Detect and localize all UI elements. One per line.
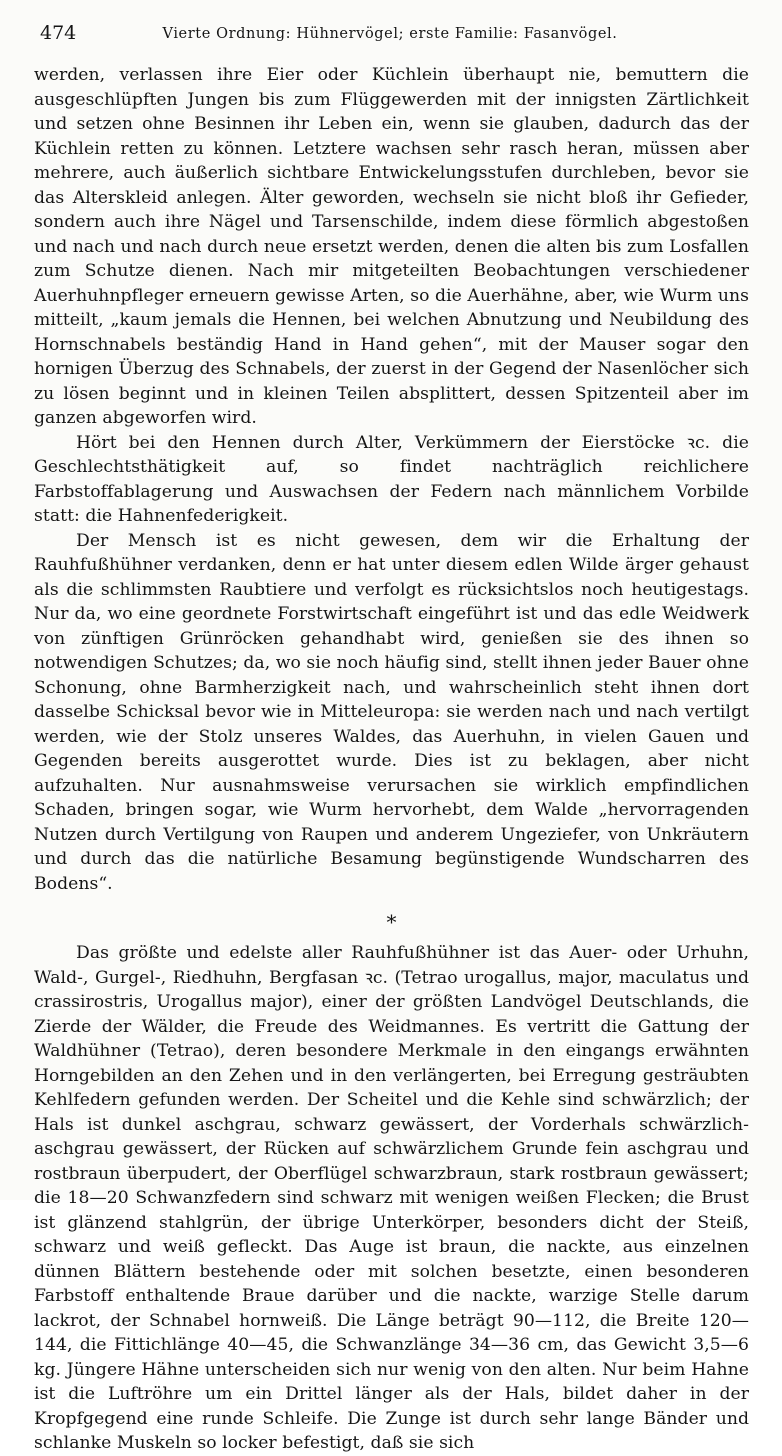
section-divider: * (386, 910, 397, 934)
body-paragraph: Der Mensch ist es nicht gewesen, dem wir die Erhaltung der Rauhfußhühner verdanken, denn er hat unter diesem edlen Wilde ärger gehaust als die schlimmsten Raubtiere und verfolgt es rücksichtslos noch heutigestags. Nur da, wo eine geordnete Forstwirtschaft eingeführt ist und das edle Weidwerk von zünftigen Grünröcken gehandhabt wird, genießen sie des ihnen so notwendigen Schutzes; da, wo sie noch häufig sind, stellt ihnen jeder Bauer ohne Schonung, ohne Barmherzigkeit nach, und wahrscheinlich steht ihnen dort dasselbe Schicksal bevor wie in Mitteleuropa: sie werden nach und nach vertilgt werden, wie der Stolz unseres Waldes, das Auerhuhn, in vielen Gauen und Gegenden bereits ausgerottet wurde. Dies ist zu beklagen, aber nicht aufzuhalten. Nur ausnahmsweise verursachen sie wirklich empfindlichen Schaden, bringen sogar, wie Wurm hervorhebt, dem Walde „hervorragenden Nutzen durch Vertilgung von Raupen und anderem Ungeziefer, von Unkräutern und durch das die natürliche Besamung begünstigende Wundscharren des Bodens“. (34, 530, 749, 894)
body-paragraph: Hört bei den Hennen durch Alter, Verkümmern der Eierstöcke ꝛc. die Geschlechtsthätigkeit auf, so findet nachträglich reichlichere Farbstoffablagerung und Auswachsen der Federn nach männlichem Vorbilde statt: die Hahnenfederigkeit. (34, 432, 749, 526)
page-body (34, 63, 749, 1456)
running-title: Vierte Ordnung: Hühnervögel; erste Familie: Fasanvögel. (162, 26, 618, 42)
page-number: 474 (40, 22, 77, 44)
running-header (40, 22, 740, 48)
section-paragraph: Das größte und edelste aller Rauhfußhühner ist das Auer- oder Urhuhn, Wald-, Gurgel-, Riedhuhn, Bergfasan ꝛc. (Tetrao urogallus, major, maculatus und crassirostris, Urogallus major), einer der größten Landvögel Deutschlands, die Zierde der Wälder, die Freude des Weidmannes. Es vertritt die Gattung der Waldhühner (Tetrao), deren besondere Merkmale in den eingangs erwähnten Horngebilden an den Zehen und in den verlängerten, bei Erregung gesträubten Kehlfedern gefunden werden. Der Scheitel und die Kehle sind schwärzlich; der Hals ist dunkel aschgrau, schwarz gewässert, der Vorderhals schwärzlich-aschgrau gewässert, der Rücken auf schwärzlichem Grunde fein aschgrau und rostbraun überpudert, der Oberflügel schwarzbraun, stark rostbraun gewässert; die 18—20 Schwanzfedern sind schwarz mit wenigen weißen Flecken; die Brust ist glänzend stahlgrün, der übrige Unterkörper, besonders dicht der Steiß, schwarz und weiß gefleckt. Das Auge ist braun, die nackte, aus einzelnen dünnen Blättern bestehende oder mit solchen besetzte, einen besonderen Farbstoff enthaltende Braue darüber und die nackte, warzige Stelle darum lackrot, der Schnabel hornweiß. Die Länge beträgt 90—112, die Breite 120—144, die Fittichlänge 40—45, die Schwanzlänge 34—36 cm, das Gewicht 3,5—6 kg. Jüngere Hähne unterscheiden sich nur wenig von den alten. Nur beim Hahne ist die Luftröhre um ein Drittel länger als der Hals, bildet daher in der Kropfgegend eine runde Schleife. Die Zunge ist durch sehr lange Bänder und schlanke Muskeln so locker befestigt, daß sie sich (34, 943, 749, 1453)
body-paragraph: werden, verlassen ihre Eier oder Küchlein überhaupt nie, bemuttern die ausgeschlüpften Jungen bis zum Flüggewerden mit der innigsten Zärtlichkeit und setzen ohne Besinnen ihr Leben ein, wenn sie glauben, dadurch das der Küchlein retten zu können. Letztere wachsen sehr rasch heran, müssen aber mehrere, auch äußerlich sichtbare Entwickelungsstufen durchleben, bevor sie das Alterskleid anlegen. Älter geworden, wechseln sie nicht bloß ihr Gefieder, sondern auch ihre Nägel und Tarsenschilde, indem diese förmlich abgestoßen und nach und nach durch neue ersetzt werden, denen die alten bis zum Losfallen zum Schutze dienen. Nach mir mitgeteilten Beobachtungen verschiedener Auerhuhnpfleger erneuern gewisse Arten, so die Auerhähne, aber, wie Wurm uns mitteilt, „kaum jemals die Hennen, bei welchen Abnutzung und Neubildung des Hornschnabels beständig Hand in Hand gehen“, mit der Mauser sogar den hornigen Überzug des Schnabels, der zuerst in der Gegend der Nasenlöcher sich zu lösen beginnt und in kleinen Teilen absplittert, dessen Spitzenteil aber im ganzen abgeworfen wird. (34, 65, 749, 428)
